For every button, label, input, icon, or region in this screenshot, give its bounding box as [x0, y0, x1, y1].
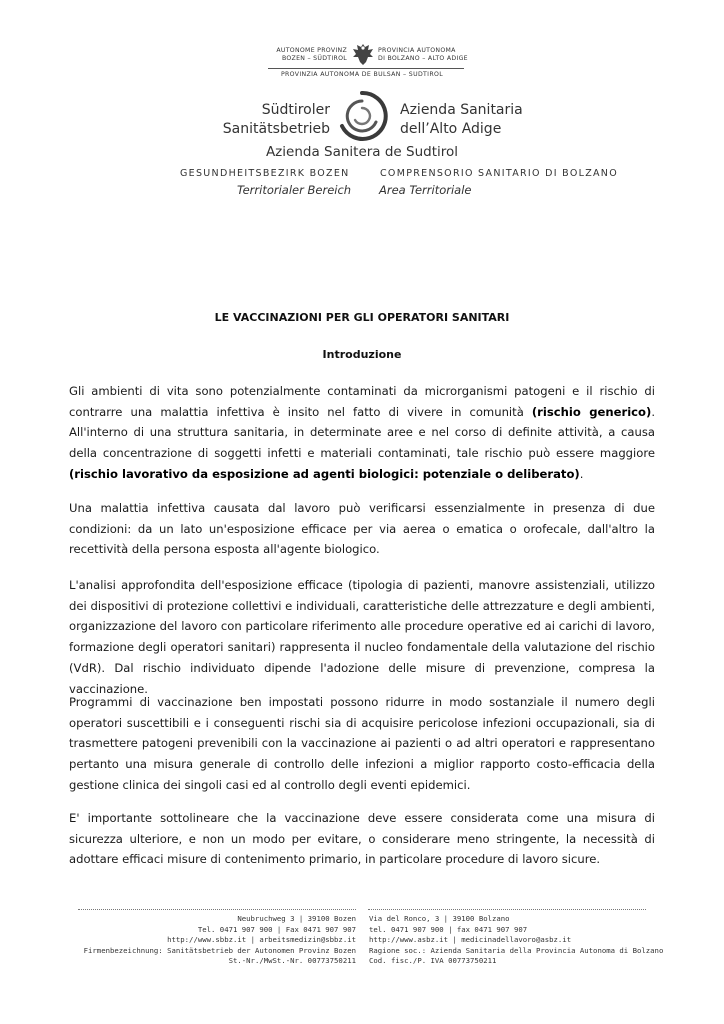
paragraph-2: Una malattia infettiva causata dal lavoro può verificarsi essenzialmente in presenza di due condizioni: da un lato un'esposizione efficace per via aerea o ematica o orofecale, dall'altro la recettività della persona esposta all'agente biologico. — [69, 501, 655, 557]
footer-address-italian: Via del Ronco, 3 | 39100 Bolzano tel. 0471 907 900 | fax 0471 907 907 http://www.asbz.it | medicinadellavoro@asbz.it Ragione soc.: Azienda Sanitaria della Provincia Autonoma di Bolzano Cod. fisc./P. IVA 00773750211 — [369, 914, 664, 966]
bold-phrase-generic-risk: (rischio generico) — [531, 404, 652, 419]
province-name-ladin: PROVINZIA AUTONOMA DE BULSAN – SUDTIROL — [280, 71, 444, 78]
eagle-coat-of-arms-icon — [352, 42, 374, 66]
document-title: LE VACCINAZIONI PER GLI OPERATORI SANITARI — [214, 311, 510, 324]
header-divider — [268, 68, 464, 69]
footer-divider-left — [78, 909, 356, 910]
footer-address-german: Neubruchweg 3 | 39100 Bozen Tel. 0471 907 900 | Fax 0471 907 907 http://www.sbbz.it | arbeitsmedizin@sbbz.it Firmenbezeichnung: Sanitätsbetrieb der Autonomen Provinz Bozen St.-Nr./MwSt.-Nr. 00773750211 — [83, 914, 356, 966]
district-italian-sub: Area Territoriale — [379, 183, 472, 197]
bold-phrase-occupational-risk: (rischio lavorativo da esposizione ad agenti biologici: potenziale o deliberato) — [69, 466, 580, 481]
province-name-italian: PROVINCIA AUTONOMA DI BOLZANO – ALTO ADIGE — [378, 47, 468, 62]
province-name-german: AUTONOME PROVINZ BOZEN – SÜDTIROL — [276, 47, 347, 62]
paragraph-4: Programmi di vaccinazione ben impostati possono ridurre in modo sostanziale il numero degli operatori suscettibili e i conseguenti rischi sia di acquisire pericolose infezioni occupazionali, sia di trasmettere patogeni prevenibili con la vaccinazione ai pazienti o ad altri operatori e rappresentano pertanto una misura generale di controllo delle infezioni a miglior rapporto costo-efficacia della gestione clinica dei singoli casi ed al controllo degli eventi epidemici. — [69, 695, 655, 792]
district-german-sub: Territorialer Bereich — [237, 183, 352, 197]
paragraph-1: Gli ambienti di vita sono potenzialmente contaminati da microrganismi patogeni e il rischio di contrarre una malattia infettiva è insito nel fatto di vivere in comunità (rischio generico). All'interno di una struttura sanitaria, in determinate aree e nel corso di definite attività, a causa della concentrazione di soggetti infetti e materiali contaminati, tale rischio può essere maggiore (rischio lavorativo da esposizione ad agenti biologici: potenziale o deliberato). — [69, 384, 655, 481]
district-german: GESUNDHEITSBEZIRK BOZEN — [180, 168, 350, 179]
org-name-ladin: Azienda Sanitera de Sudtirol — [265, 144, 459, 160]
section-heading: Introduzione — [322, 348, 402, 361]
org-name-german: Südtiroler Sanitätsbetrieb — [222, 102, 330, 137]
letterhead — [0, 0, 724, 210]
paragraph-5: E' importante sottolineare che la vaccinazione deve essere considerata come una misura di sicurezza ulteriore, e non un modo per evitare, o considerare meno stringente, la necessità di adottare efficaci misure di contenimento primario, in particolare procedure di lavoro sicure. — [69, 811, 655, 867]
district-italian: COMPRENSORIO SANITARIO DI BOLZANO — [380, 168, 618, 179]
paragraph-3: L'analisi approfondita dell'esposizione efficace (tipologia di pazienti, manovre assistenziali, utilizzo dei dispositivi di protezione collettivi e individuali, caratteristiche delle attrezzature e degli ambienti, organizzazione del lavoro con particolare riferimento alle procedure operative ed ai carichi di lavoro, formazione degli operatori sanitari) rappresenta il nucleo fondamentale della valutazione del rischio (VdR). Dal rischio individuato dipende l'adozione delle misure di prevenzione, compresa la vaccinazione. — [69, 578, 655, 696]
footer-divider-right — [368, 909, 646, 910]
org-name-italian: Azienda Sanitaria dell’Alto Adige — [400, 102, 523, 137]
health-service-logo-icon — [334, 88, 390, 144]
